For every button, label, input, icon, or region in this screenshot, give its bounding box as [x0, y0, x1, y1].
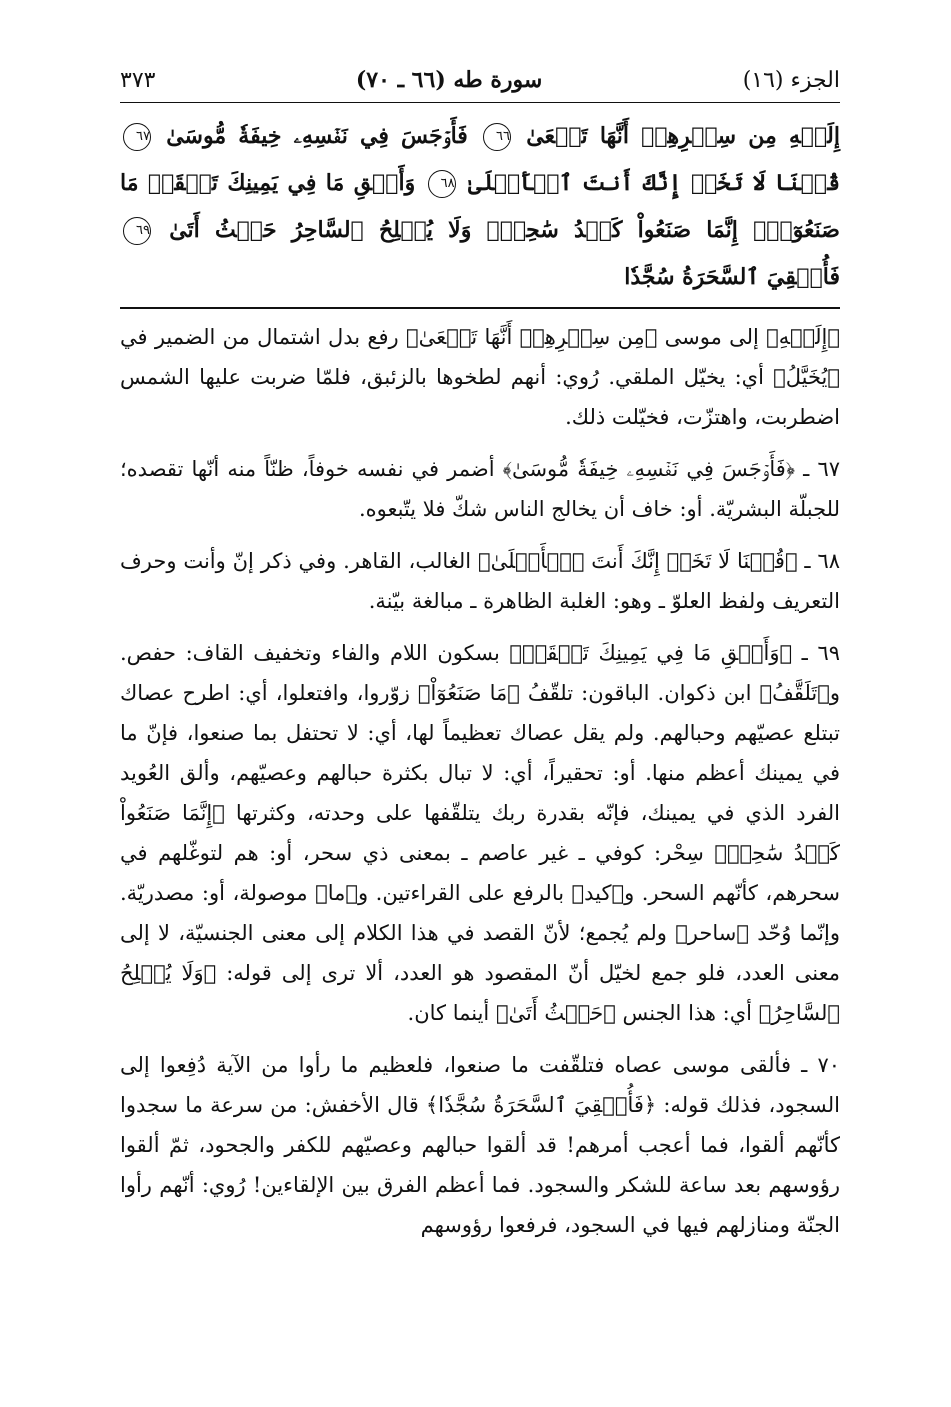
- commentary-paragraph: ﴿إِلَيۡهِ﴾ إلى موسى ﴿مِن سِحۡرِهِمۡ أَنَّهَا تَسۡعَىٰ﴾ رفع بدل اشتمال من الضمير في ﴿يُخَيَّلُ﴾ أي: يخيّل الملقي. رُوي: أنهم لطخوها بالزئبق، فلمّا ضربت عليها الشمس اضطربت، واهتزّت، فخيّلت ذلك.: [120, 325, 840, 429]
- commentary-paragraph: ٦٧ ـ ﴿فَأَوۡجَسَ فِي نَفۡسِهِۦ خِيفَةٗ مُّوسَىٰ﴾ أضمر في نفسه خوفاً، ظنّاً منه أنّها تقصده؛ للجبلّة البشريّة. أو: خاف أن يخالج الناس شكّ فلا يتّبعوه.: [120, 457, 840, 521]
- surah-title: سورة طه (٦٦ ـ ٧٠): [355, 67, 543, 93]
- header-divider: [120, 102, 840, 103]
- ayah-number-marker: ٦٧: [123, 123, 151, 151]
- ayah-number-marker: ٦٨: [428, 170, 456, 198]
- quran-verses: [120, 113, 840, 301]
- ayah-number-marker: ٦٦: [483, 123, 511, 151]
- verse-text: فَأَوۡجَسَ فِي نَفۡسِهِۦ خِيفَةٗ مُّوسَىٰ: [166, 123, 468, 149]
- verse-text: إِلَيۡهِ مِن سِحۡرِهِمۡ أَنَّهَا تَسۡعَىٰ: [526, 123, 840, 149]
- verse-text: قُلۡنَا لَا تَخَفۡ إِنَّكَ أَنتَ ٱلۡأَعۡلَىٰ: [468, 170, 840, 196]
- ayah-number-marker: ٦٩: [123, 217, 151, 245]
- juz-label: الجزء (١٦): [742, 68, 840, 93]
- running-header: [120, 60, 840, 100]
- page-number: ٣٧٣: [120, 68, 156, 93]
- commentary-paragraph: ٧٠ ـ فألقى موسى عصاه فتلقّفت ما صنعوا، فلعظيم ما رأوا من الآية دُفِعوا إلى السجود، فذلك قوله: ﴿فَأُلۡقِيَ ٱلسَّحَرَةُ سُجَّدٗا﴾ قال الأخفش: من سرعة ما سجدوا كأنّهم ألقوا، فما أعجب أمرهم! قد ألقوا حبالهم وعصيّهم للكفر والجحود، ثمّ ألقوا رؤوسهم بعد ساعة للشكر والسجود. فما أعظم الفرق بين الإلقاءين! رُوي: أنّهم رأوا الجنّة ومنازلهم فيها في السجود، فرفعوا رؤوسهم: [120, 1053, 840, 1237]
- commentary-paragraph: ٦٩ ـ ﴿وَأَلۡقِ مَا فِي يَمِينِكَ تَلۡقَفۡ﴾ بسكون اللام والفاء وتخفيف القاف: حفص. و﴿تَلَقَّفُ﴾ ابن ذكوان. الباقون: تلقّفُ ﴿مَا صَنَعُوٓاْ﴾ زوّروا، وافتعلوا، أي: اطرح عصاك تبتلع عصيّهم وحبالهم. ولم يقل عصاك تعظيماً لها، أي: لا تحتفل بما صنعوا، فإنّ ما في يمينك أعظم منها. أو: تحقيراً، أي: لا تبال بكثرة حبالهم وعصيّهم، وألق العُويد الفرد الذي في يمينك، فإنّه بقدرة ربك يتلقّفها على وحدته، وكثرتها ﴿إِنَّمَا صَنَعُواْ كَيۡدُ سَٰحِرٖ﴾ سِحْر: كوفي ـ غير عاصم ـ بمعنى ذي سحر، أو: هم لتوغّلهم في سحرهم، كأنّهم السحر. و﴿كيد﴾ بالرفع على القراءتين. و﴿ما﴾ موصولة، أو: مصدريّة. وإنّما وُحّد ﴿ساحر﴾ ولم يُجمع؛ لأنّ القصد في هذا الكلام إلى معنى الجنسيّة، لا إلى معنى العدد، فلو جمع لخيّل أنّ المقصود هو العدد، ألا ترى إلى قوله: ﴿وَلَا يُفۡلِحُ ٱلسَّاحِرُ﴾ أي: هذا الجنس ﴿حَيۡثُ أَتَىٰ﴾ أينما كان.: [120, 641, 840, 1025]
- tafsir-commentary: [120, 317, 840, 1245]
- section-divider: [120, 307, 840, 309]
- verse-text: وَأَلۡقِ مَا فِي يَمِينِكَ تَلۡقَفۡ مَا صَنَعُوٓاْۖ إِنَّمَا صَنَعُواْ كَيۡدُ سَٰحِرٖۖ وَلَا يُفۡلِحُ ٱلسَّاحِرُ حَيۡثُ أَتَىٰ: [120, 170, 840, 243]
- book-page: [120, 60, 840, 1257]
- commentary-paragraph: ٦٨ ـ ﴿قُلۡنَا لَا تَخَفۡ إِنَّكَ أَنتَ ٱلۡأَعۡلَىٰ﴾ الغالب، القاهر. وفي ذكر إنّ وأنت وحرف التعريف ولفظ العلوّ ـ وهو: الغلبة الظاهرة ـ مبالغة بيّنة.: [120, 549, 840, 613]
- verse-text: فَأُلۡقِيَ ٱلسَّحَرَةُ سُجَّدٗا: [624, 264, 840, 290]
